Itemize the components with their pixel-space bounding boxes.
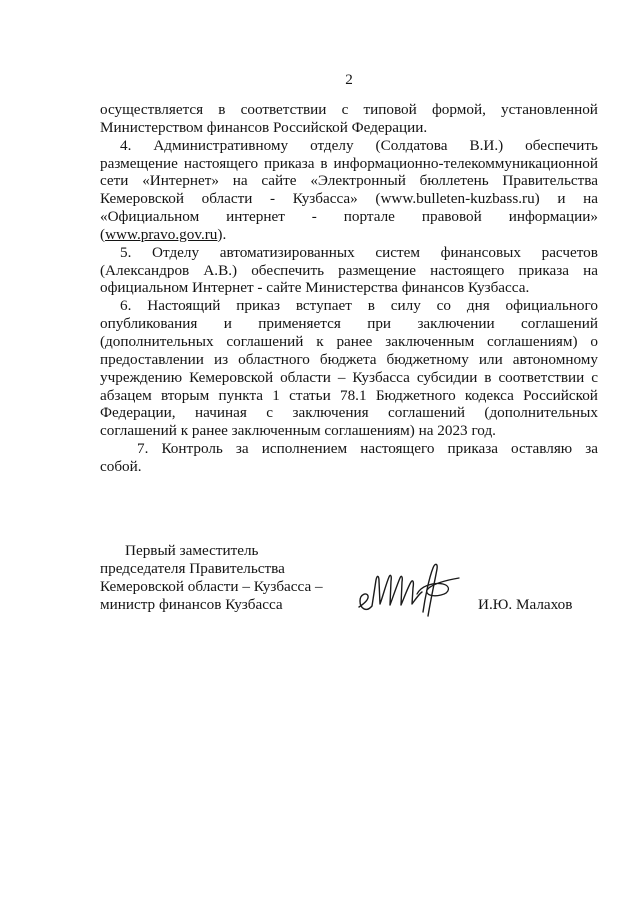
word: А.В.): [203, 261, 238, 279]
word: интернет: [226, 208, 285, 226]
text-line: [100, 262, 598, 280]
word: сайте: [261, 172, 297, 190]
word: правовой: [421, 208, 482, 226]
text-line: [100, 137, 598, 155]
word: за: [235, 440, 249, 458]
word: силу: [390, 297, 421, 315]
text-line: [100, 333, 598, 351]
word: из: [213, 350, 229, 368]
signature-block: [100, 542, 323, 614]
word: портале: [343, 208, 395, 226]
text-line: [100, 404, 598, 422]
word: соответствии: [240, 101, 327, 118]
word: или: [478, 350, 503, 368]
word: в: [484, 368, 492, 386]
word: финансовых: [440, 243, 521, 261]
word: формой,: [431, 101, 486, 118]
word: областного: [238, 350, 310, 368]
word: бюджета: [319, 350, 377, 368]
word: В.И.): [469, 136, 504, 154]
text-line: [100, 101, 598, 119]
word: автоматизированных: [219, 243, 355, 261]
paragraph-4: [100, 137, 598, 244]
text-line: [100, 440, 598, 458]
signatory-title-line: Кемеровской области – Кузбасса –: [100, 578, 323, 595]
signature-stroke-crossbar: [417, 578, 459, 596]
word: настоящего: [430, 261, 505, 279]
word: и: [557, 190, 566, 208]
word: приказ: [236, 297, 280, 315]
word: в: [367, 297, 375, 315]
word: информационно-телекоммуникационной: [333, 154, 598, 172]
text-line: [100, 369, 598, 387]
word: типовой: [363, 101, 417, 118]
word: –: [337, 368, 346, 386]
word: ранее: [336, 332, 373, 350]
text-line: [100, 244, 598, 262]
word: обеспечить: [251, 261, 325, 279]
word: с: [591, 368, 598, 386]
word: Кемеровской: [189, 368, 274, 386]
word: с: [341, 101, 349, 118]
word: -: [311, 208, 317, 226]
word: опубликования: [100, 315, 198, 333]
text-line: [100, 315, 598, 333]
word: систем: [375, 243, 420, 261]
word: 78.1: [339, 386, 367, 404]
word: учреждению: [100, 368, 183, 386]
word: настоящего: [360, 440, 435, 458]
word: «Интернет»: [142, 172, 219, 190]
body-text: [100, 101, 598, 476]
signatory-name: И.Ю. Малахов: [478, 596, 573, 613]
word: 6.: [120, 297, 132, 315]
word: оставляю: [511, 440, 573, 458]
word: Кемеровской: [100, 190, 184, 208]
word: настоящего: [183, 154, 259, 172]
word: Федерации,: [100, 404, 176, 422]
word: к: [316, 332, 324, 350]
word: Настоящий: [147, 297, 221, 315]
word: на: [583, 261, 598, 279]
text-line: собой.: [100, 457, 142, 475]
word: «Электронный: [310, 172, 406, 190]
signatory-title-line: председателя Правительства: [100, 560, 285, 577]
word: исполнением: [261, 440, 348, 458]
word: заключении: [417, 315, 495, 333]
text-line: [100, 297, 598, 315]
word: (дополнительных: [484, 404, 598, 422]
word: в: [218, 101, 226, 118]
paragraph-6: [100, 297, 598, 440]
text-line: [100, 190, 598, 208]
word: на: [232, 172, 248, 190]
word: пункта: [218, 386, 264, 404]
text-line: [100, 387, 598, 405]
word: приказа: [264, 154, 315, 172]
word: соответствии: [498, 368, 585, 386]
word: Контроль: [161, 440, 223, 458]
word: области: [280, 368, 331, 386]
word: Правительства: [502, 172, 598, 190]
word: в: [320, 154, 328, 172]
word: информации»: [508, 208, 598, 226]
word: размещение: [100, 154, 178, 172]
word: при: [367, 315, 392, 333]
word: 5.: [120, 243, 132, 261]
text-line: [100, 351, 598, 369]
word: соглашений: [388, 404, 465, 422]
link-close-paren: ).: [217, 225, 227, 243]
word: «Официальном: [100, 208, 200, 226]
text-line: [100, 172, 598, 190]
hyperlink-pravo-gov: www.pravo.gov.ru: [105, 225, 218, 243]
word: -: [270, 190, 276, 208]
word: предоставлении: [100, 350, 204, 368]
word: Кузбасса: [352, 368, 410, 386]
word: Отделу: [152, 243, 200, 261]
word: установленной: [501, 101, 598, 118]
text-line: [100, 155, 598, 173]
word: дня: [466, 297, 490, 315]
handwritten-signature: [355, 560, 465, 622]
word: 7.: [137, 440, 149, 458]
word: обеспечить: [525, 136, 598, 154]
word: приказа: [447, 440, 498, 458]
signature-stroke-tall-loop: [423, 564, 437, 616]
word: и: [223, 315, 232, 333]
word: вступает: [295, 297, 352, 315]
signature-stroke-main: [359, 575, 422, 609]
word: за: [585, 440, 598, 458]
word: со: [436, 297, 452, 315]
word: 1: [272, 386, 280, 404]
page-number: 2: [345, 71, 353, 88]
word: вторым: [160, 386, 210, 404]
word: официального: [505, 297, 598, 315]
word: осуществляется: [100, 101, 204, 118]
word: расчетов: [541, 243, 598, 261]
word: с: [266, 404, 274, 422]
word: на: [583, 190, 598, 208]
word: (дополнительных: [100, 332, 214, 350]
word: бюллетень: [419, 172, 489, 190]
word: Бюджетного: [375, 386, 456, 404]
word: кодекса: [464, 386, 514, 404]
signatory-title-line: Первый заместитель: [125, 542, 259, 559]
text-line-with-link: [100, 226, 598, 244]
paragraph-continued: [100, 101, 598, 137]
word: субсидии: [416, 368, 478, 386]
word: соглашений: [226, 332, 304, 350]
word: статьи: [289, 386, 331, 404]
word: размещение: [338, 261, 417, 279]
word: автономному: [512, 350, 598, 368]
word: применяется: [258, 315, 341, 333]
word: отделу: [310, 136, 354, 154]
word: заключенным: [385, 332, 475, 350]
word: приказа: [518, 261, 569, 279]
word: (Солдатова: [375, 136, 448, 154]
word: заключения: [292, 404, 369, 422]
word: соглашениям): [487, 332, 578, 350]
word: Российской: [523, 386, 598, 404]
text-line: [100, 208, 598, 226]
word: Административному: [153, 136, 289, 154]
word: (www.bulleten-kuzbass.ru): [375, 190, 540, 208]
word: области: [201, 190, 253, 208]
word: (Александров: [100, 261, 190, 279]
word: 4.: [120, 136, 132, 154]
word: начиная: [194, 404, 247, 422]
link-open-paren: (: [100, 225, 106, 243]
text-line: Министерством финансов Российской Федерации.: [100, 118, 428, 136]
word: соглашений: [521, 315, 598, 333]
word: бюджетному: [386, 350, 469, 368]
paragraph-5: [100, 244, 598, 298]
text-line: соглашений к ранее заключенным соглашениям) на 2023 год.: [100, 422, 496, 440]
word: Кузбасса»: [292, 190, 358, 208]
paragraph-7: [100, 440, 598, 476]
text-line: официальном Интернет - сайте Министерства финансов Кузбасса.: [100, 279, 530, 297]
word: о: [590, 332, 598, 350]
word: сети: [100, 172, 129, 190]
signatory-title-line: министр финансов Кузбасса: [100, 596, 283, 613]
word: абзацем: [100, 386, 152, 404]
